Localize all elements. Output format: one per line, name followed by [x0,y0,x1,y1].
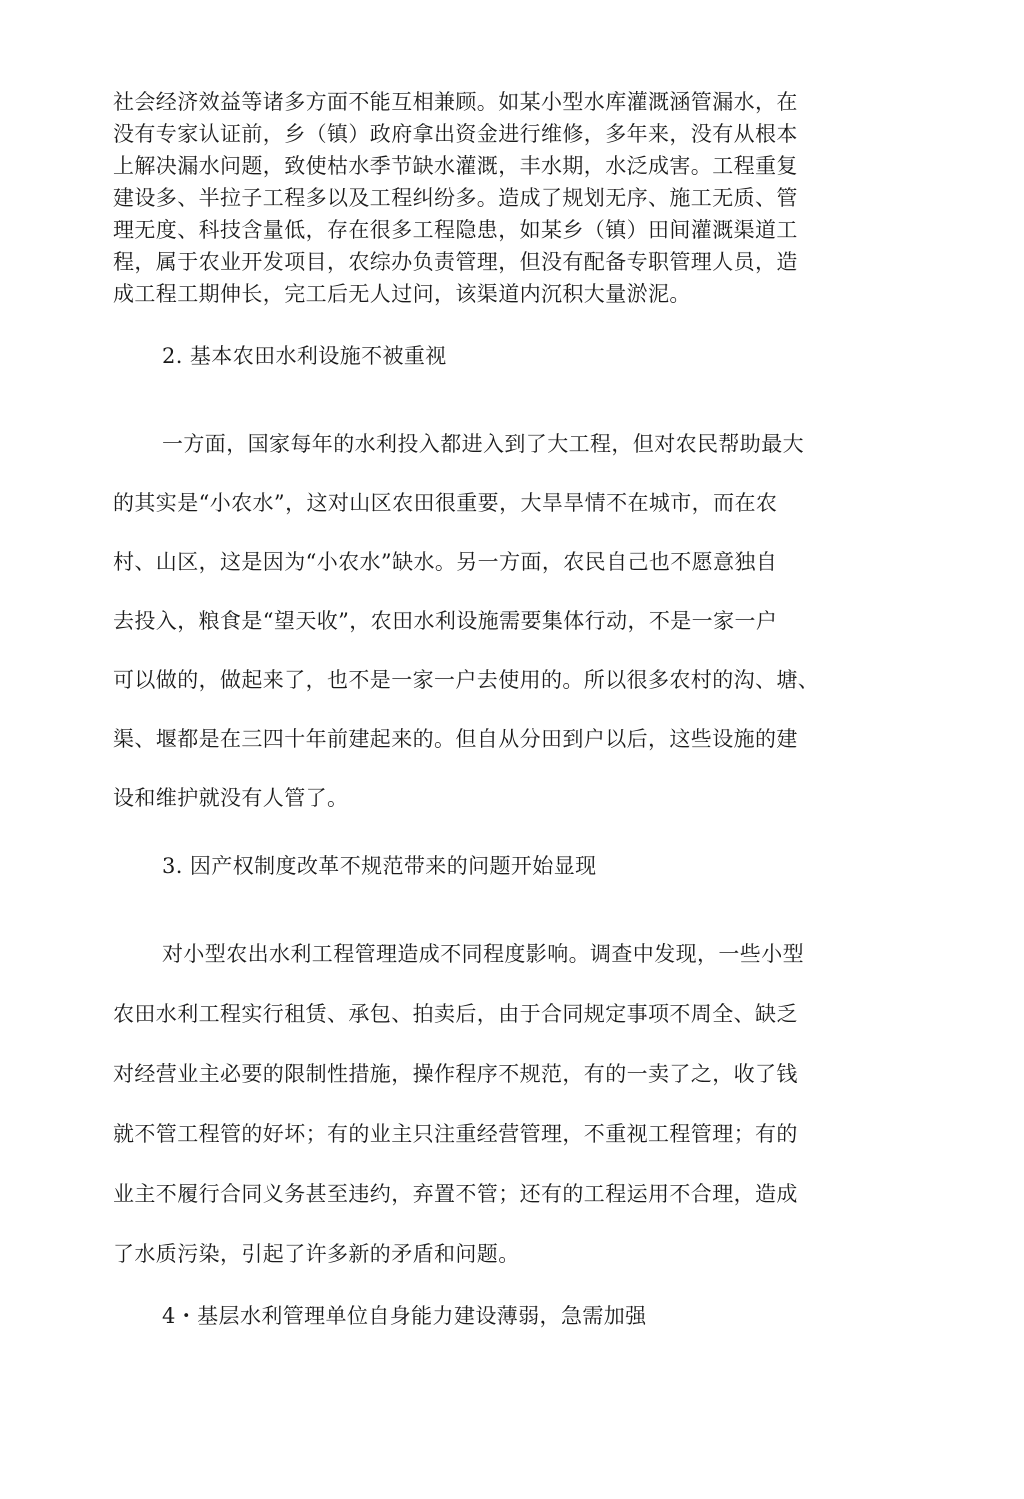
section-heading-3: 3. 因产权制度改革不规范带来的问题开始显现 [162,854,597,878]
section3-line: 了水质污染，引起了许多新的矛盾和问题。 [113,1242,520,1266]
intro-line: 建设多、半拉子工程多以及工程纠纷多。造成了规划无序、施工无质、管 [113,186,798,210]
section2-line: 村、山区，这是因为“小农水”缺水。另一方面，农民自己也不愿意独自 [113,550,778,574]
section2-line: 的其实是“小农水”，这对山区农田很重要，大旱旱情不在城市，而在农 [113,491,778,515]
section-heading-2: 2. 基本农田水利设施不被重视 [162,344,447,368]
intro-line: 理无度、科技含量低，存在很多工程隐患，如某乡（镇）田间灌溉渠道工 [113,218,798,242]
intro-line: 没有专家认证前，乡（镇）政府拿出资金进行维修，多年来，没有从根本 [113,122,798,146]
section-heading-4: 4・基层水利管理单位自身能力建设薄弱，急需加强 [162,1304,647,1328]
intro-line: 上解决漏水问题，致使枯水季节缺水灌溉，丰水期，水泛成害。工程重复 [113,154,798,178]
intro-line: 社会经济效益等诸多方面不能互相兼顾。如某小型水库灌溉涵管漏水，在 [113,90,798,114]
section2-line: 渠、堰都是在三四十年前建起来的。但自从分田到户以后，这些设施的建 [113,727,798,751]
intro-line: 程，属于农业开发项目，农综办负责管理，但没有配备专职管理人员，造 [113,250,798,274]
section3-line: 对经营业主必要的限制性措施，操作程序不规范，有的一卖了之，收了钱 [113,1062,798,1086]
section3-line: 业主不履行合同义务甚至违约，弃置不管；还有的工程运用不合理，造成 [113,1182,798,1206]
section2-line: 去投入，粮食是“望天收”，农田水利设施需要集体行动，不是一家一户 [113,609,778,633]
section3-line: 就不管工程管的好坏；有的业主只注重经营管理，不重视工程管理；有的 [113,1122,798,1146]
section2-line: 设和维护就没有人管了。 [113,786,349,810]
intro-line: 成工程工期伸长，完工后无人过问，该渠道内沉积大量淤泥。 [113,282,691,306]
section3-line: 农田水利工程实行租赁、承包、拍卖后，由于合同规定事项不周全、缺乏 [113,1002,798,1026]
section2-line: 一方面，国家每年的水利投入都进入到了大工程，但对农民帮助最大 [162,432,804,456]
section3-line: 对小型农出水利工程管理造成不同程度影响。调查中发现，一些小型 [162,942,804,966]
section2-line: 可以做的，做起来了，也不是一家一户去使用的。所以很多农村的沟、塘、 [113,668,820,692]
